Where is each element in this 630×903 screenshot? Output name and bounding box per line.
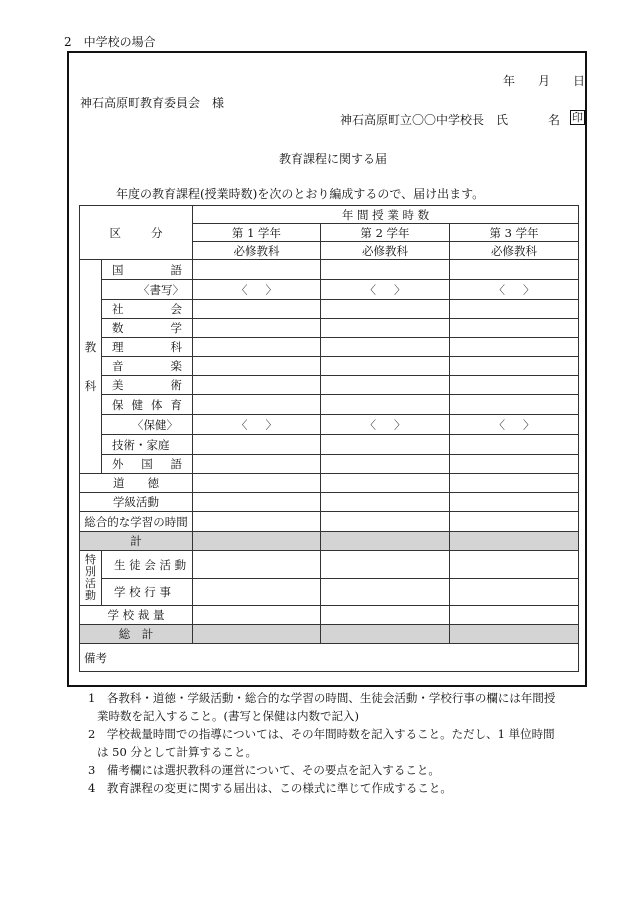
sender-org: 神石高原町立〇〇中学校長 氏	[340, 113, 509, 127]
remarks-label: 備考	[84, 650, 107, 665]
subtotal-cell	[450, 532, 579, 551]
hours-cell[interactable]	[321, 319, 450, 338]
hours-cell[interactable]: 〈 〉	[193, 280, 321, 300]
hours-cell[interactable]: 〈 〉	[450, 415, 579, 435]
hours-cell[interactable]	[321, 579, 450, 606]
hours-cell[interactable]	[450, 300, 579, 319]
sender-name-label: 名	[548, 113, 561, 127]
date-year-label: 年	[503, 74, 516, 88]
table-row	[80, 376, 579, 395]
section-title: 2 中学校の場合	[64, 35, 156, 49]
grade-3-header: 第 3 学年	[450, 224, 579, 242]
grade-2-header: 第 2 学年	[321, 224, 450, 242]
table-row	[80, 474, 579, 493]
hours-cell[interactable]	[321, 512, 450, 532]
row-class-activities: 学級活動	[80, 493, 193, 512]
note-item: 3 備考欄には選択教科の運営について、その要点を記入すること。	[88, 763, 440, 777]
date-month-label: 月	[538, 74, 551, 88]
note-item: 4 教育課程の変更に関する届出は、この様式に準じて作成すること。	[88, 781, 452, 795]
hours-cell[interactable]	[193, 319, 321, 338]
table-row	[80, 606, 579, 625]
subject-japanese: 国 語	[102, 260, 193, 280]
table-row	[80, 532, 579, 551]
table-row	[80, 395, 579, 415]
row-grand-total: 総 計	[80, 625, 193, 644]
hours-cell[interactable]	[321, 435, 450, 455]
row-school-discretion: 学 校 裁 量	[80, 606, 193, 625]
subject-calligraphy: 〈書写〉	[102, 280, 193, 300]
subject-math: 数 学	[102, 319, 193, 338]
table-row	[80, 260, 579, 280]
date-day-label: 日	[573, 74, 586, 88]
hours-cell[interactable]	[321, 493, 450, 512]
hours-cell[interactable]	[321, 606, 450, 625]
row-moral: 道 徳	[80, 474, 193, 493]
note-item-cont: 業時数を記入すること。(書写と保健は内数で記入)	[97, 709, 359, 723]
table-row	[80, 455, 579, 474]
table-row	[80, 338, 579, 357]
row-student-council: 生 徒 会 活 動	[102, 551, 193, 579]
row-integrated-study: 総合的な学習の時間	[80, 512, 193, 532]
hours-cell[interactable]	[193, 395, 321, 415]
annual-hours-header: 年 間 授 業 時 数	[193, 206, 579, 224]
hours-cell[interactable]	[193, 455, 321, 474]
row-subtotal: 計	[80, 532, 193, 551]
hours-cell[interactable]	[193, 357, 321, 376]
required-label: 必修教科	[193, 242, 321, 260]
hours-cell[interactable]	[193, 493, 321, 512]
required-label: 必修教科	[321, 242, 450, 260]
table-row	[80, 579, 579, 606]
category-header: 区 分	[80, 206, 193, 260]
subject-music: 音 楽	[102, 357, 193, 376]
hours-cell[interactable]	[321, 455, 450, 474]
hours-cell[interactable]	[193, 376, 321, 395]
hours-cell[interactable]	[450, 260, 579, 280]
hours-cell[interactable]	[450, 435, 579, 455]
hours-cell[interactable]	[193, 606, 321, 625]
addressee: 神石高原町教育委員会 様	[80, 96, 225, 110]
hours-cell[interactable]	[450, 512, 579, 532]
seal-stamp: 印	[572, 111, 583, 124]
hours-cell[interactable]	[193, 579, 321, 606]
table-row	[80, 357, 579, 376]
hours-cell[interactable]: 〈 〉	[193, 415, 321, 435]
subject-pe: 保 健 体 育	[102, 395, 193, 415]
hours-cell[interactable]: 〈 〉	[321, 415, 450, 435]
hours-cell[interactable]	[450, 319, 579, 338]
hours-cell[interactable]	[450, 579, 579, 606]
subject-science: 理 科	[102, 338, 193, 357]
table-row	[80, 644, 579, 672]
hours-cell[interactable]	[193, 260, 321, 280]
notes-list	[88, 689, 555, 797]
grade-1-header: 第 1 学年	[193, 224, 321, 242]
table-row	[80, 493, 579, 512]
hours-cell[interactable]	[321, 260, 450, 280]
hours-cell[interactable]	[450, 338, 579, 357]
table-row	[80, 551, 579, 579]
hours-cell[interactable]	[450, 493, 579, 512]
grand-total-cell	[193, 625, 321, 644]
hours-cell[interactable]	[450, 376, 579, 395]
table-row	[80, 435, 579, 455]
subject-art: 美 術	[102, 376, 193, 395]
hours-cell[interactable]	[321, 338, 450, 357]
remarks-row[interactable]	[80, 644, 579, 672]
hours-cell[interactable]: 〈 〉	[321, 280, 450, 300]
hours-cell[interactable]	[193, 551, 321, 579]
hours-cell[interactable]	[193, 338, 321, 357]
grand-total-cell	[321, 625, 450, 644]
subjects-group-label: 教 科	[80, 260, 102, 474]
table-row	[80, 625, 579, 644]
note-item: 2 学校裁量時間での指導については、その年間時数を記入すること。ただし、1 単位時間	[88, 727, 555, 741]
hours-cell[interactable]	[450, 395, 579, 415]
note-item-cont: は 50 分として計算すること。	[97, 745, 257, 759]
hours-cell[interactable]	[193, 435, 321, 455]
hours-cell[interactable]	[321, 551, 450, 579]
subject-foreign-language: 外 国 語	[102, 455, 193, 474]
hours-cell[interactable]	[193, 300, 321, 319]
subject-tech-home: 技術・家庭	[102, 435, 193, 455]
table-row	[80, 300, 579, 319]
required-label: 必修教科	[450, 242, 579, 260]
subtotal-cell	[193, 532, 321, 551]
note-item: 1 各教科・道徳・学級活動・総合的な学習の時間、生徒会活動・学校行事の欄には年間授	[88, 691, 556, 705]
subject-health: 〈保健〉	[102, 415, 193, 435]
hours-cell[interactable]	[450, 455, 579, 474]
hours-cell[interactable]	[321, 395, 450, 415]
form-title: 教育課程に関する届	[279, 152, 388, 166]
row-school-events: 学 校 行 事	[102, 579, 193, 606]
special-activities-group-label: 特 別 活 動	[80, 551, 102, 606]
hours-cell[interactable]	[450, 551, 579, 579]
hours-cell[interactable]: 〈 〉	[450, 280, 579, 300]
hours-cell[interactable]	[321, 300, 450, 319]
table-row	[80, 415, 579, 435]
hours-cell[interactable]	[193, 512, 321, 532]
grand-total-cell	[450, 625, 579, 644]
hours-cell[interactable]	[450, 357, 579, 376]
table-row	[80, 319, 579, 338]
hours-cell[interactable]	[321, 474, 450, 493]
hours-cell[interactable]	[450, 606, 579, 625]
table-row	[80, 280, 579, 300]
subject-social: 社 会	[102, 300, 193, 319]
curriculum-table	[79, 205, 579, 672]
hours-cell[interactable]	[321, 376, 450, 395]
table-row	[80, 206, 579, 224]
hours-cell[interactable]	[450, 474, 579, 493]
subtotal-cell	[321, 532, 450, 551]
table-row	[80, 512, 579, 532]
hours-cell[interactable]	[193, 474, 321, 493]
hours-cell[interactable]	[321, 357, 450, 376]
intro-text: 年度の教育課程(授業時数)を次のとおり編成するので、届け出ます。	[116, 187, 485, 201]
